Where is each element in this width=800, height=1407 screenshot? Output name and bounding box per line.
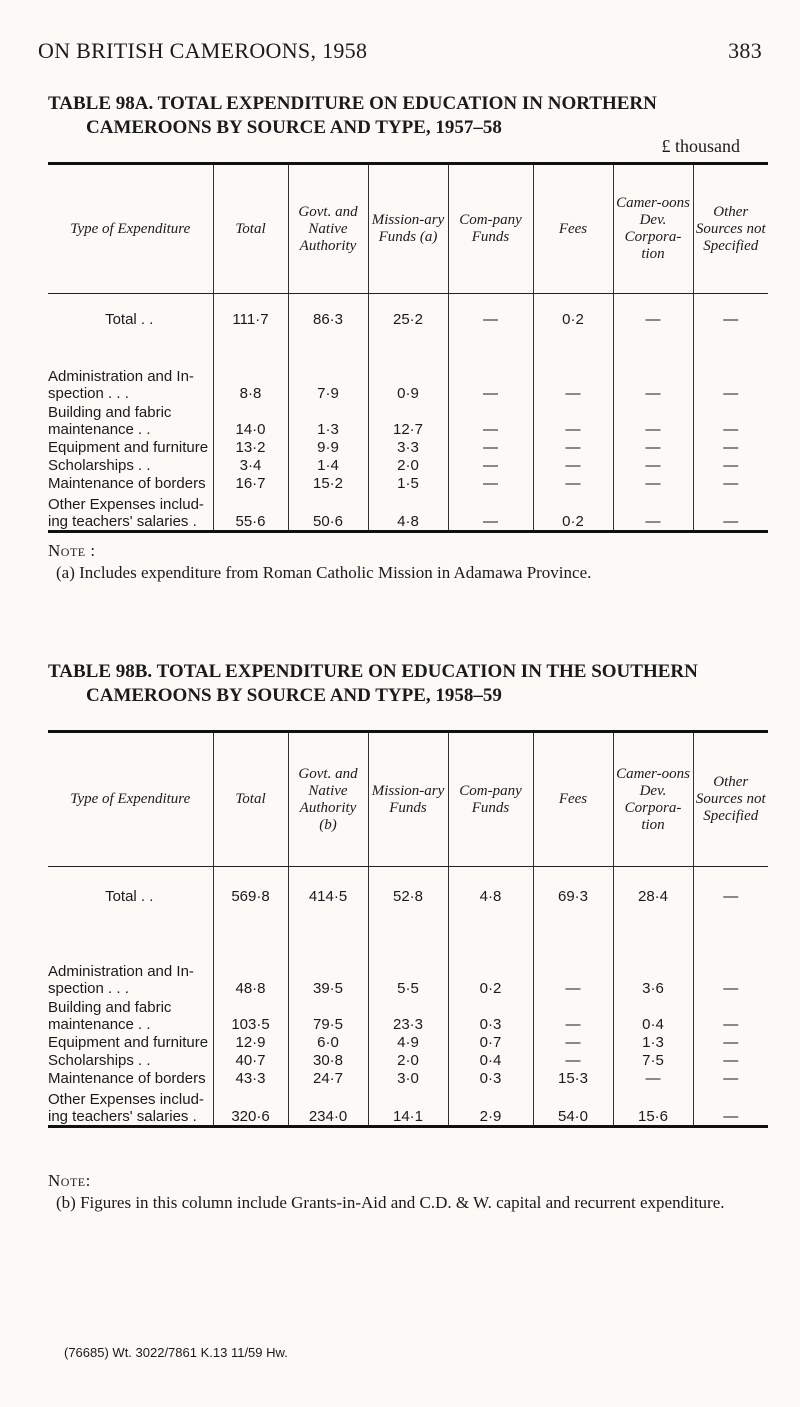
table-row — [48, 438, 768, 456]
table-cell: — — [723, 384, 739, 402]
table-row — [48, 492, 768, 532]
row-label: Equipment and furniture — [48, 1033, 213, 1051]
table-cell: — — [723, 1069, 739, 1087]
table-cell: — — [723, 311, 739, 329]
table-cell: — — [723, 888, 739, 906]
table-cell: — — [613, 294, 693, 346]
table-cell: 12·7 — [368, 402, 448, 438]
table-row — [48, 402, 768, 438]
row-label: Scholarships . . — [48, 1051, 213, 1069]
table-b-header-7: Other Sources not Specified — [693, 732, 768, 867]
table-b-header-5: Fees — [533, 732, 613, 867]
table-cell: 1·3 — [288, 402, 368, 438]
table-b-note-text: (b) Figures in this column include Grants-in-Aid and C.D. & W. capital and recurrent expenditure. — [56, 1193, 725, 1212]
row-label: Administration and In-spection . . . — [48, 927, 213, 997]
table-cell: 7·9 — [288, 346, 368, 402]
row-label: Maintenance of borders — [48, 1069, 213, 1087]
table-cell: — — [723, 438, 739, 456]
table-b-header-3: Mission-ary Funds — [368, 732, 448, 867]
table-cell: 43·3 — [213, 1069, 288, 1087]
table-cell: 1·4 — [288, 456, 368, 474]
table-b-header-2: Govt. and Native Authority (b) — [288, 732, 368, 867]
table-cell: — — [723, 420, 739, 438]
row-label: Other Expenses includ-ing teachers' salaries . — [48, 492, 213, 532]
table-row — [48, 346, 768, 402]
table-row — [48, 997, 768, 1033]
table-cell: — — [533, 1051, 613, 1069]
table-cell: 414·5 — [288, 867, 368, 927]
table-cell: — — [723, 474, 739, 492]
table-cell: — — [448, 294, 533, 346]
table-cell: 2·9 — [448, 1087, 533, 1127]
table-cell: 5·5 — [368, 927, 448, 997]
table-cell: — — [613, 346, 693, 402]
table-cell: 39·5 — [288, 927, 368, 997]
table-cell: 1·5 — [368, 474, 448, 492]
table-a-header-5: Fees — [533, 164, 613, 294]
row-label: Building and fabric maintenance . . — [48, 402, 213, 438]
table-cell: — — [613, 474, 693, 492]
table-cell: 4·8 — [448, 867, 533, 927]
table-cell: 86·3 — [288, 294, 368, 346]
table-cell: 15·3 — [533, 1069, 613, 1087]
table-cell: — — [448, 438, 533, 456]
page-number: 383 — [728, 38, 762, 63]
table-cell: — — [448, 402, 533, 438]
table-a-note — [48, 540, 768, 584]
table-cell: 28·4 — [613, 867, 693, 927]
table-cell: 3·0 — [368, 1069, 448, 1087]
table-a-header-4: Com-pany Funds — [448, 164, 533, 294]
table-cell: — — [723, 1033, 739, 1051]
row-label: Maintenance of borders — [48, 474, 213, 492]
table-cell: — — [533, 346, 613, 402]
table-cell: — — [533, 402, 613, 438]
table-a-header-3: Mission-ary Funds (a) — [368, 164, 448, 294]
table-cell: — — [613, 492, 693, 532]
table-cell: 14·1 — [368, 1087, 448, 1127]
table-row — [48, 1069, 768, 1087]
table-a-note-heading: Note : — [48, 541, 96, 560]
table-cell: 25·2 — [368, 294, 448, 346]
table-row — [48, 867, 768, 927]
table-cell: — — [613, 456, 693, 474]
table-row — [48, 1033, 768, 1051]
table-cell: — — [613, 1069, 693, 1087]
table-cell: — — [448, 346, 533, 402]
table-cell: 0·2 — [448, 927, 533, 997]
table-a-header-1: Total — [213, 164, 288, 294]
table-cell: — — [613, 438, 693, 456]
table-cell: 2·0 — [368, 456, 448, 474]
table-cell: 0·4 — [448, 1051, 533, 1069]
table-cell: — — [533, 997, 613, 1033]
table-cell: 79·5 — [288, 997, 368, 1033]
table-cell: 13·2 — [213, 438, 288, 456]
table-cell: 9·9 — [288, 438, 368, 456]
table-b — [48, 730, 768, 1128]
table-cell: — — [613, 402, 693, 438]
table-cell: 15·2 — [288, 474, 368, 492]
table-a-note-text: (a) Includes expenditure from Roman Catholic Mission in Adamawa Province. — [56, 563, 592, 582]
table-cell: — — [723, 1051, 739, 1069]
table-cell: 0·3 — [448, 997, 533, 1033]
row-label: Administration and In-spection . . . — [48, 346, 213, 402]
table-b-header-0: Type of Expenditure — [48, 732, 213, 867]
table-cell: 40·7 — [213, 1051, 288, 1069]
table-b-header-6: Camer-oons Dev. Corpora-tion — [613, 732, 693, 867]
table-cell: — — [533, 927, 613, 997]
running-head-title: ON BRITISH CAMEROONS, 1958 — [38, 38, 368, 63]
table-cell: 0·2 — [533, 492, 613, 532]
table-cell: 0·7 — [448, 1033, 533, 1051]
table-cell: 69·3 — [533, 867, 613, 927]
table-a-header-0: Type of Expenditure — [48, 164, 213, 294]
table-cell: — — [693, 1087, 768, 1127]
table-cell: — — [723, 979, 739, 997]
table-cell: 3·3 — [368, 438, 448, 456]
printer-footer: (76685) Wt. 3022/7861 K.13 11/59 Hw. — [64, 1345, 288, 1360]
table-row — [48, 927, 768, 997]
table-cell: 12·9 — [213, 1033, 288, 1051]
row-label: Other Expenses includ-ing teachers' salaries . — [48, 1087, 213, 1127]
table-cell: — — [533, 474, 613, 492]
table-a-title: TABLE 98A. TOTAL EXPENDITURE ON EDUCATION IN NORTHERN CAMEROONS BY SOURCE AND TYPE, 1957–58 — [48, 93, 657, 138]
table-cell: 0·2 — [533, 294, 613, 346]
table-row — [48, 474, 768, 492]
table-cell: 30·8 — [288, 1051, 368, 1069]
table-cell: — — [533, 1033, 613, 1051]
table-cell: 0·3 — [448, 1069, 533, 1087]
row-label: Total . . — [48, 294, 213, 346]
table-cell: 16·7 — [213, 474, 288, 492]
table-b-note — [48, 1170, 768, 1214]
table-cell: — — [448, 456, 533, 474]
table-cell: 234·0 — [288, 1087, 368, 1127]
table-cell: 1·3 — [613, 1033, 693, 1051]
running-head — [38, 20, 762, 63]
table-cell: 3·4 — [213, 456, 288, 474]
table-cell: — — [448, 474, 533, 492]
table-cell: 0·9 — [368, 346, 448, 402]
table-cell: 15·6 — [613, 1087, 693, 1127]
table-b-note-heading: Note: — [48, 1171, 91, 1190]
row-label: Scholarships . . — [48, 456, 213, 474]
table-cell: 8·8 — [213, 346, 288, 402]
table-a-header-2: Govt. and Native Authority — [288, 164, 368, 294]
table-cell: 50·6 — [288, 492, 368, 532]
table-cell: 103·5 — [213, 997, 288, 1033]
table-cell: 52·8 — [368, 867, 448, 927]
table-cell: 4·9 — [368, 1033, 448, 1051]
table-b-header-1: Total — [213, 732, 288, 867]
table-cell: 320·6 — [213, 1087, 288, 1127]
table-cell: 6·0 — [288, 1033, 368, 1051]
table-cell: 48·8 — [213, 927, 288, 997]
table-a-header-7: Other Sources not Specified — [693, 164, 768, 294]
table-cell: 0·4 — [613, 997, 693, 1033]
table-row — [48, 294, 768, 346]
table-row — [48, 456, 768, 474]
table-cell: 2·0 — [368, 1051, 448, 1069]
table-row — [48, 1087, 768, 1127]
table-cell: — — [533, 456, 613, 474]
table-cell: 14·0 — [213, 402, 288, 438]
table-cell: — — [693, 492, 768, 532]
table-cell: 3·6 — [613, 927, 693, 997]
table-cell: 7·5 — [613, 1051, 693, 1069]
table-cell: 569·8 — [213, 867, 288, 927]
table-cell: 55·6 — [213, 492, 288, 532]
table-b-header-4: Com-pany Funds — [448, 732, 533, 867]
table-row — [48, 1051, 768, 1069]
table-a-unit: £ thousand — [661, 136, 740, 156]
table-cell: — — [533, 438, 613, 456]
table-a-header-6: Camer-oons Dev. Corpora-tion — [613, 164, 693, 294]
table-cell: — — [723, 456, 739, 474]
table-a — [48, 162, 768, 533]
table-cell: 24·7 — [288, 1069, 368, 1087]
table-cell: 111·7 — [213, 294, 288, 346]
row-label: Equipment and furniture — [48, 438, 213, 456]
table-cell: 4·8 — [368, 492, 448, 532]
table-cell: — — [723, 1015, 739, 1033]
table-cell: 54·0 — [533, 1087, 613, 1127]
table-b-title: TABLE 98B. TOTAL EXPENDITURE ON EDUCATION IN THE SOUTHERN CAMEROONS BY SOURCE AND TYPE, 1958–59 — [48, 661, 698, 706]
table-cell: — — [448, 492, 533, 532]
row-label: Building and fabric maintenance . . — [48, 997, 213, 1033]
row-label: Total . . — [48, 867, 213, 927]
table-cell: 23·3 — [368, 997, 448, 1033]
